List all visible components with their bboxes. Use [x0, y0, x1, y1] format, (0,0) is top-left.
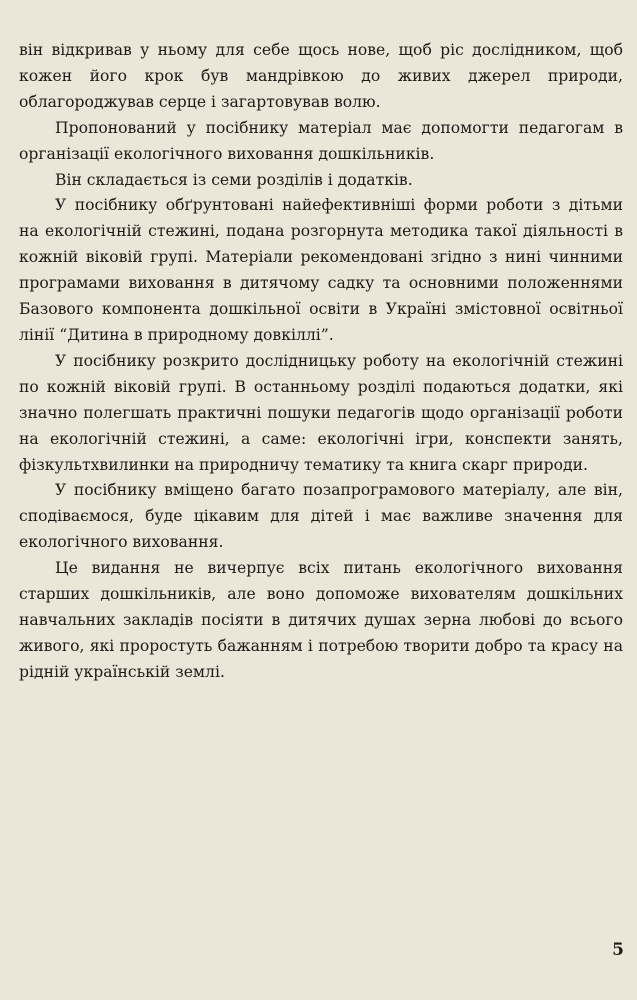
paragraph: У посібнику розкрито дослідницьку роботу на екологічній стежині по кожній віковій групі. В останньому розділі подаються додатки, які значно полегшать практичні пошуки педагогів щодо організації роботи на екологічній стежині, а саме: екологічні ігри, конспекти занять, фізкультхвилинки на природничу тематику та книга скарг природи.: [19, 351, 623, 474]
paragraph: Це видання не вичерпує всіх питань екологічного виховання старших дошкільників, але воно допоможе вихователям дошкільних навчальних закладів посіяти в дитячих душах зерна любові до всього живого, які проростуть бажанням і потребою творити добро та красу на рідній українській землі.: [19, 559, 623, 681]
paragraph: Пропонований у посібнику матеріал має допомогти педагогам в організації екологічного виховання дошкільників.: [19, 118, 623, 163]
paragraph-continuation: він відкривав у ньому для себе щось нове, щоб ріс дослідником, щоб кожен його крок був мандрівкою до живих джерел природи, облагороджував серце і загартовував волю.: [19, 41, 623, 111]
paragraph: У посібнику вміщено багато позапрограмового матеріалу, але він, сподіваємося, буде цікавим для дітей і має важливе значення для екологічного виховання.: [19, 481, 623, 552]
paragraph: Він складається із семи розділів і додатків.: [55, 170, 413, 189]
paragraph: У посібнику обґрунтовані найефективніші форми роботи з дітьми на екологічній стежині, подана розгорнута методика такої діяльності в кожній віковій групі. Матеріали рекомендовані згідно з нині чинними програмами виховання в дитячому садку та основними положеннями Базового компонента дошкільної освіти в Україні змістовної освітньої лінії “Дитина в природному довкіллі”.: [19, 196, 623, 344]
page-number: 5: [612, 940, 624, 960]
body-text: [19, 38, 623, 686]
